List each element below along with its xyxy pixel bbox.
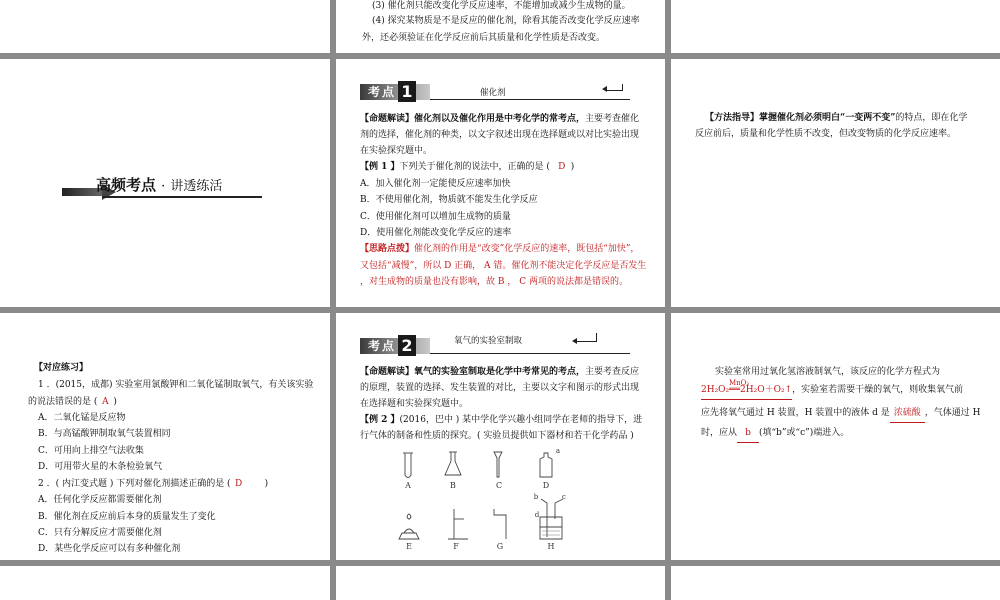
q2-stem: 2 ．( 内江变式题 ) 下列对催化剂描述正确的是 ( <box>38 479 231 489</box>
slide-exercises <box>0 313 330 560</box>
label-g: G <box>496 542 504 551</box>
alcohol-lamp-icon <box>399 514 419 539</box>
intro-line-2: 剂的选择，催化剂的种类，以文字叙述出现在选择题或以对比实验出现 <box>360 130 640 140</box>
point-4-line1: (4) 探究某物质是不是反应的催化剂，除看其能否改变化学反应速率 <box>372 16 640 26</box>
slide-top-left <box>0 0 330 53</box>
back-arrow-head <box>602 86 607 92</box>
point-3: (3) 催化剂只能改变化学反应速率，不能增加或减少生成物的量。 <box>372 1 631 11</box>
option-a: A．加入催化剂一定能使反应速率加快 <box>360 179 511 189</box>
label-c: C <box>495 481 503 490</box>
kaodian-2-header <box>360 338 630 354</box>
example-close: ) <box>570 162 575 172</box>
point-4-line2: 外，还必须验证在化学反应前后其质量和化学性质是否改变。 <box>362 33 606 43</box>
kaodian-number: 2 <box>398 335 416 356</box>
method-tag: 【方法指导】 <box>705 113 760 123</box>
slide-method-guide <box>671 59 1000 307</box>
example-answer: D <box>558 162 566 172</box>
title-main: 高频考点 <box>96 176 157 194</box>
slide-bottom-left <box>0 566 330 600</box>
equation <box>701 379 793 400</box>
hint-text-1: 催化剂的作用是“改变”化学反应的速率，既包括“加快”， <box>414 244 640 254</box>
liquid-answer: 浓硫酸 <box>890 405 925 423</box>
title-separator: · <box>161 179 166 194</box>
exercise-heading: 【对应练习】 <box>34 363 89 373</box>
intro-line-1 <box>360 364 639 381</box>
port-label-c: c <box>562 493 566 501</box>
intro-bold: 氧气的实验室制取是化学中考常见的考点， <box>414 367 586 377</box>
intro-bold: 催化剂以及催化作用是中考化学的常考点， <box>414 114 586 124</box>
q2-option-b: B．催化剂在反应前后本身的质量发生了变化 <box>38 512 216 522</box>
option-b: B．不使用催化剂，物质就不能发生化学反应 <box>360 195 538 205</box>
slide-top-right <box>671 0 1000 53</box>
q1-option-d: D．可用带火星的木条检验氧气 <box>38 462 163 472</box>
back-arrow-head <box>572 338 577 344</box>
q1-line-2 <box>28 394 117 411</box>
intro-tag: 【命题解读】 <box>360 367 415 377</box>
answer-text-2: ，实验室若需要干燥的氧气，则收集氧气前 <box>792 385 964 395</box>
intro-line-3: 在实验探究题中。 <box>360 146 433 156</box>
answer-line-1: 实验室常用过氧化氢溶液制氧气，该反应的化学方程式为 <box>715 367 941 377</box>
label-b: B <box>450 481 456 490</box>
method-line-2: 反应前后，质量和化学性质不改变，但改变物质的化学反应速率。 <box>695 129 957 139</box>
option-c: C．使用催化剂可以增加生成物的质量 <box>360 212 511 222</box>
hint-tag: 【思路点拨】 <box>360 244 415 254</box>
header-underline <box>430 353 630 354</box>
q1-line-1: 1 ．(2015，成都) 实验室用氯酸钾和二氧化锰制取氧气，有关该实验 <box>38 380 314 390</box>
hint-line-2: 又包括“减慢”，所以 D 正确， A 错。催化剂不能决定化学反应是否发生 <box>360 261 647 271</box>
example-2-line-2: 行气体的制备和性质的探究。( 实验员提供如下器材和若干化学药品 ) <box>360 431 634 441</box>
label-d: D <box>542 481 550 490</box>
method-rest: 的特点，即在化学 <box>895 113 968 123</box>
q2-option-d: D．某些化学反应可以有多种催化剂 <box>38 544 181 554</box>
gas-washing-bottle-icon <box>540 499 563 539</box>
slide-answer <box>671 313 1000 560</box>
port-label-d: d <box>534 511 540 519</box>
equation-text: 2H₂O₂══2H₂O＋O₂↑ <box>701 385 793 395</box>
test-tube-icon <box>403 453 413 478</box>
label-a: A <box>405 481 411 490</box>
answer-text-4a: 时，应从 <box>701 428 738 438</box>
slide-catalyst <box>336 59 665 307</box>
intro-rest: 主要考查催化 <box>585 114 640 124</box>
method-line-1 <box>705 110 967 127</box>
intro-line-2: 的原理，装置的选择、发生装置的对比，主要以文字和图示的形式出现 <box>360 383 640 393</box>
kaodian-label: 考点 <box>368 85 397 99</box>
example-tag: 【例 1 】 <box>360 162 400 172</box>
example-tag: 【例 2 】 <box>360 415 400 425</box>
q2-close: ) <box>264 479 269 489</box>
section-title <box>96 174 222 195</box>
answer-line-3 <box>701 405 981 423</box>
label-h: H <box>547 542 555 551</box>
slide-bottom-right <box>671 566 1000 600</box>
answer-line-4 <box>701 425 849 443</box>
catalyst-label: MnO₂ <box>729 379 750 387</box>
label-e: E <box>406 542 412 551</box>
example-text: (2016，巴中 ) 某中学化学兴趣小组同学在老师的指导下，进 <box>399 415 643 425</box>
hint-line-3: ，对生成物的质量也没有影响，故 B ， C 两项的说法都是错误的。 <box>360 277 628 287</box>
intro-line-1 <box>360 111 639 128</box>
kaodian-1-header <box>360 84 630 100</box>
slide-top-middle <box>336 0 665 53</box>
topic-title: 催化剂 <box>480 88 506 98</box>
label-f: F <box>453 542 459 551</box>
answer-line-2 <box>701 379 964 400</box>
intro-rest: 主要考查反应 <box>585 367 640 377</box>
q1-option-b: B．与高锰酸钾制取氧气装置相同 <box>38 429 171 439</box>
port-answer: b <box>737 425 759 443</box>
conical-flask-icon <box>445 452 461 475</box>
q1-option-a: A．二氧化锰是反应物 <box>38 413 126 423</box>
answer-text-4b: (填“b”或“c”)端进入。 <box>759 428 850 438</box>
intro-line-3: 在选择题和实验探究题中。 <box>360 399 469 409</box>
header-underline <box>430 99 630 100</box>
kaodian-label: 考点 <box>368 339 397 353</box>
q2-option-c: C．只有分解反应才需要催化剂 <box>38 528 162 538</box>
lab-apparatus-figure <box>336 447 665 557</box>
port-label-a: a <box>555 447 561 455</box>
slide-oxygen-prep <box>336 313 665 560</box>
q2-line <box>38 476 268 493</box>
example-question: 下列关于催化剂的说法中，正确的是 ( <box>399 162 550 172</box>
slide-section-title <box>0 59 330 307</box>
answer-text-3b: ，气体通过 H <box>924 408 981 418</box>
answer-text-3a: 应先将氧气通过 H 装置，H 装置中的液体 d 是 <box>701 408 890 418</box>
q1-answer: A <box>102 397 109 407</box>
iron-stand-icon <box>448 509 468 539</box>
q1-close: ) <box>113 397 117 407</box>
topic-title: 氧气的实验室制取 <box>454 336 523 346</box>
method-bold: 掌握催化剂必须明白“一变两不变” <box>759 113 896 123</box>
slide-bottom-middle <box>336 566 665 600</box>
q2-option-a: A．任何化学反应都需要催化剂 <box>38 495 162 505</box>
option-d: D．使用催化剂能改变化学反应的速率 <box>360 228 512 238</box>
example-1 <box>360 159 574 176</box>
q2-answer: D <box>234 479 243 489</box>
hint-line-1 <box>360 241 639 258</box>
back-arrow-icon[interactable] <box>606 84 623 91</box>
kaodian-number: 1 <box>398 81 416 102</box>
bent-tube-icon <box>494 509 506 539</box>
q1-stem: 的说法错误的是 ( <box>28 397 98 407</box>
back-arrow-icon[interactable] <box>576 333 597 342</box>
funnel-icon <box>494 452 502 477</box>
example-2-line-1 <box>360 412 642 429</box>
title-sub: 讲透练活 <box>170 179 223 194</box>
port-label-b: b <box>533 493 539 501</box>
intro-tag: 【命题解读】 <box>360 114 415 124</box>
q1-option-c: C．可用向上排空气法收集 <box>38 446 144 456</box>
gas-bottle-icon <box>540 453 552 477</box>
